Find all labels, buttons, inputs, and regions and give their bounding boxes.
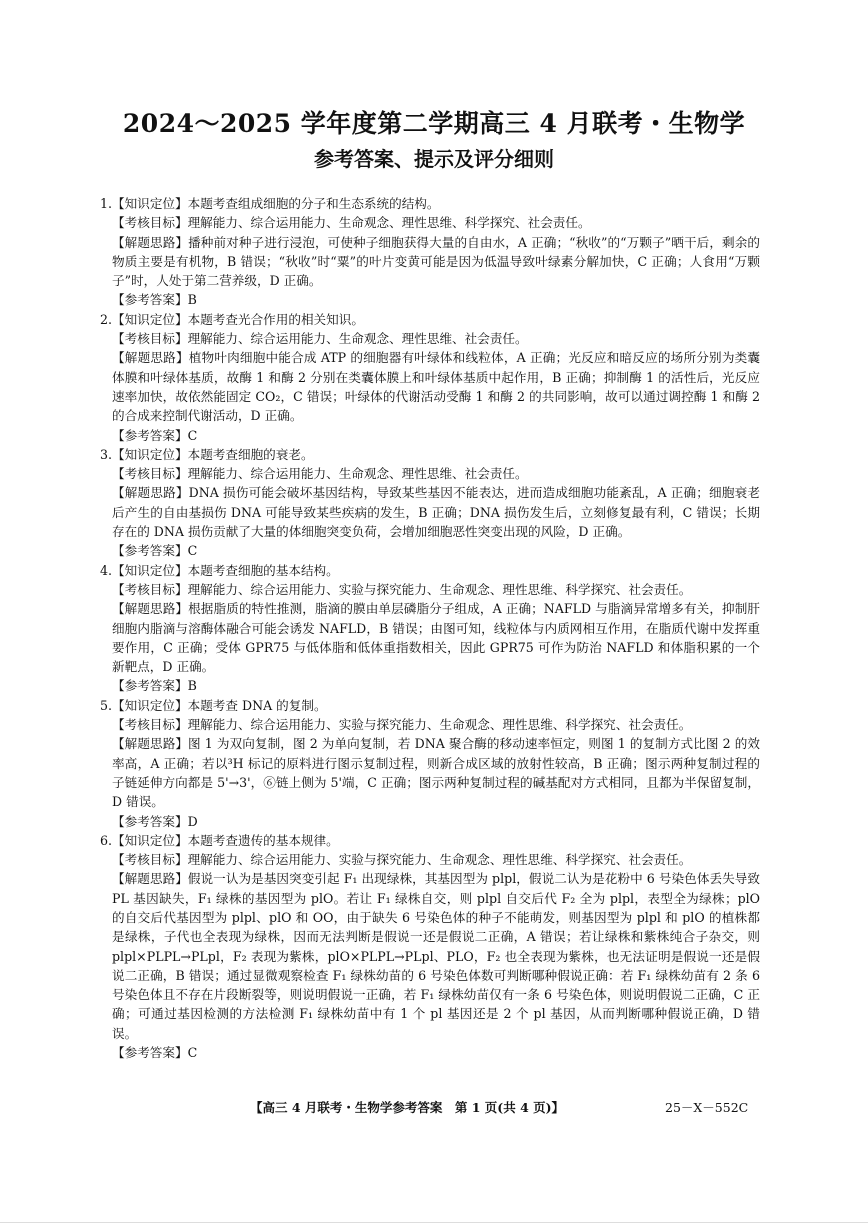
knowledge-point: 【知识定位】本题考查光合作用的相关知识。 — [112, 311, 364, 327]
footer-page-info: 【高三 4 月联考・生物学参考答案 第 1 页(共 4 页)】 — [250, 1100, 565, 1115]
question-4 — [100, 561, 760, 696]
assessment-goal: 【考核目标】理解能力、综合运用能力、生命观念、理性思维、社会责任。 — [112, 466, 528, 482]
question-5 — [100, 696, 760, 831]
question-number: 6. — [100, 832, 113, 848]
knowledge-point: 【知识定位】本题考查组成细胞的分子和生态系统的结构。 — [112, 196, 440, 211]
question-3 — [100, 445, 760, 561]
solution-idea: 【解题思路】图 1 为双向复制，图 2 为单向复制，若 DNA 聚合酶的移动速率恒定，则图 1 的复制方式比图 2 的效率高，A 正确；若以³H 标记的原料进行图示复制过程，则新合成区域的放射性较高，B 正确；图示两种复制过程的子链延伸方向都是 5'→3'，⑥链上侧为 5'端，C 正确；图示两种复制过程的碱基配对方式相同，且都为半保留复制，D 错误。 — [112, 736, 760, 810]
question-6 — [100, 831, 760, 1063]
question-number: 5. — [100, 697, 113, 713]
solution-idea: 【解题思路】DNA 损伤可能会破坏基因结构，导致某些基因不能表达，进而造成细胞功能紊乱，A 正确；细胞衰老后产生的自由基损伤 DNA 可能导致某些疾病的发生，B 正确；DNA 损伤发生后，立刻修复最有利，C 错误；长期存在的 DNA 损伤贡献了大量的体细胞突变负荷，会增加细胞恶性突变出现的风险，D 正确。 — [112, 485, 760, 540]
page-subtitle: 参考答案、提示及评分细则 — [314, 147, 554, 171]
reference-answer: 【参考答案】D — [112, 813, 198, 829]
assessment-goal: 【考核目标】理解能力、综合运用能力、生命观念、理性思维、社会责任。 — [112, 331, 528, 347]
reference-answer: 【参考答案】C — [112, 427, 198, 443]
reference-answer: 【参考答案】B — [112, 292, 197, 308]
page-title: 2024～2025 学年度第二学期高三 4 月联考・生物学 — [122, 109, 746, 138]
knowledge-point: 【知识定位】本题考查细胞的衰老。 — [112, 446, 314, 462]
reference-answer: 【参考答案】C — [112, 543, 198, 559]
question-1 — [100, 194, 760, 310]
knowledge-point: 【知识定位】本题考查遗传的基本规律。 — [112, 832, 339, 848]
assessment-goal: 【考核目标】理解能力、综合运用能力、实验与探究能力、生命观念、理性思维、科学探究、社会责任。 — [112, 717, 692, 733]
knowledge-point: 【知识定位】本题考查细胞的基本结构。 — [112, 562, 339, 578]
assessment-goal: 【考核目标】理解能力、综合运用能力、实验与探究能力、生命观念、理性思维、科学探究、社会责任。 — [112, 852, 692, 868]
answer-list — [100, 194, 760, 1062]
question-number: 3. — [100, 446, 113, 462]
question-number: 1. — [100, 196, 113, 211]
question-number: 2. — [100, 311, 113, 327]
reference-answer: 【参考答案】C — [112, 1045, 198, 1061]
assessment-goal: 【考核目标】理解能力、综合运用能力、生命观念、理性思维、科学探究、社会责任。 — [112, 215, 591, 231]
reference-answer: 【参考答案】B — [112, 678, 197, 694]
footer-exam-code: 25－X－552C — [665, 1100, 749, 1115]
solution-idea: 【解题思路】假说一认为是基因突变引起 F₁ 出现绿株，其基因型为 plpl，假说二认为是花粉中 6 号染色体丢失导致 PL 基因缺失，F₁ 绿株的基因型为 plO。若让 F₁ 绿株自交，则 plpl 自交后代 F₂ 全为 plpl，表型全为绿株；plO 的自交后代基因型为 plpl、plO 和 OO，由于缺失 6 号染色体的种子不能萌发，则基因型为 plpl 和 plO 的植株都是绿株，子代也全表现为绿株，因而无法判断是假说一还是假说二正确，A 错误；若让绿株和紫株纯合子杂交，则 plpl×PLPL→PLpl，F₂ 表现为紫株，plO×PLPL→PLpl、PLO，F₂ 也全表现为紫株，也无法证明是假说一还是假说二正确，B 错误；通过显微观察检查 F₁ 绿株幼苗的 6 号染色体数可判断哪种假说正确：若 F₁ 绿株幼苗有 2 条 6 号染色体且不存在片段断裂等，则说明假说一正确，若 F₁ 绿株幼苗仅有一条 6 号染色体，则说明假说二正确，C 正确；可通过基因检测的方法检测 F₁ 绿株幼苗中有 1 个 pl 基因还是 2 个 pl 基因，从而判断哪种假说正确，D 错误。 — [112, 871, 760, 1041]
question-2 — [100, 310, 760, 445]
bottom-divider — [0, 1222, 868, 1223]
assessment-goal: 【考核目标】理解能力、综合运用能力、实验与探究能力、生命观念、理性思维、科学探究、社会责任。 — [112, 581, 692, 597]
solution-idea: 【解题思路】植物叶肉细胞中能合成 ATP 的细胞器有叶绿体和线粒体，A 正确；光反应和暗反应的场所分别为类囊体膜和叶绿体基质，故酶 1 和酶 2 分别在类囊体膜上和叶绿体基质中起作用，B 正确；抑制酶 1 的活性后，光反应速率加快，故依然能固定 CO₂，C 错误；叶绿体的代谢活动受酶 1 和酶 2 的共同影响，故可以通过调控酶 1 和酶 2 的合成来控制代谢活动，D 正确。 — [112, 350, 760, 424]
question-number: 4. — [100, 562, 113, 578]
solution-idea: 【解题思路】播种前对种子进行浸泡，可使种子细胞获得大量的自由水，A 正确；“秋收”的“万颗子”晒干后，剩余的物质主要是有机物，B 错误；“秋收”时“粟”的叶片变黄可能是因为低温导致叶绿素分解加快，C 正确；人食用“万颗子”时，人处于第二营养级，D 正确。 — [112, 234, 760, 289]
knowledge-point: 【知识定位】本题考查 DNA 的复制。 — [112, 697, 327, 713]
solution-idea: 【解题思路】根据脂质的特性推测，脂滴的膜由单层磷脂分子组成，A 正确；NAFLD 与脂滴异常增多有关，抑制肝细胞内脂滴与溶酶体融合可能会诱发 NAFLD，B 错误；由图可知，线粒体与内质网相互作用，在脂质代谢中发挥重要作用，C 正确；受体 GPR75 与低体脂和低体重指数相关，因此 GPR75 可作为防治 NAFLD 和体脂积累的一个新靶点，D 正确。 — [112, 601, 760, 675]
